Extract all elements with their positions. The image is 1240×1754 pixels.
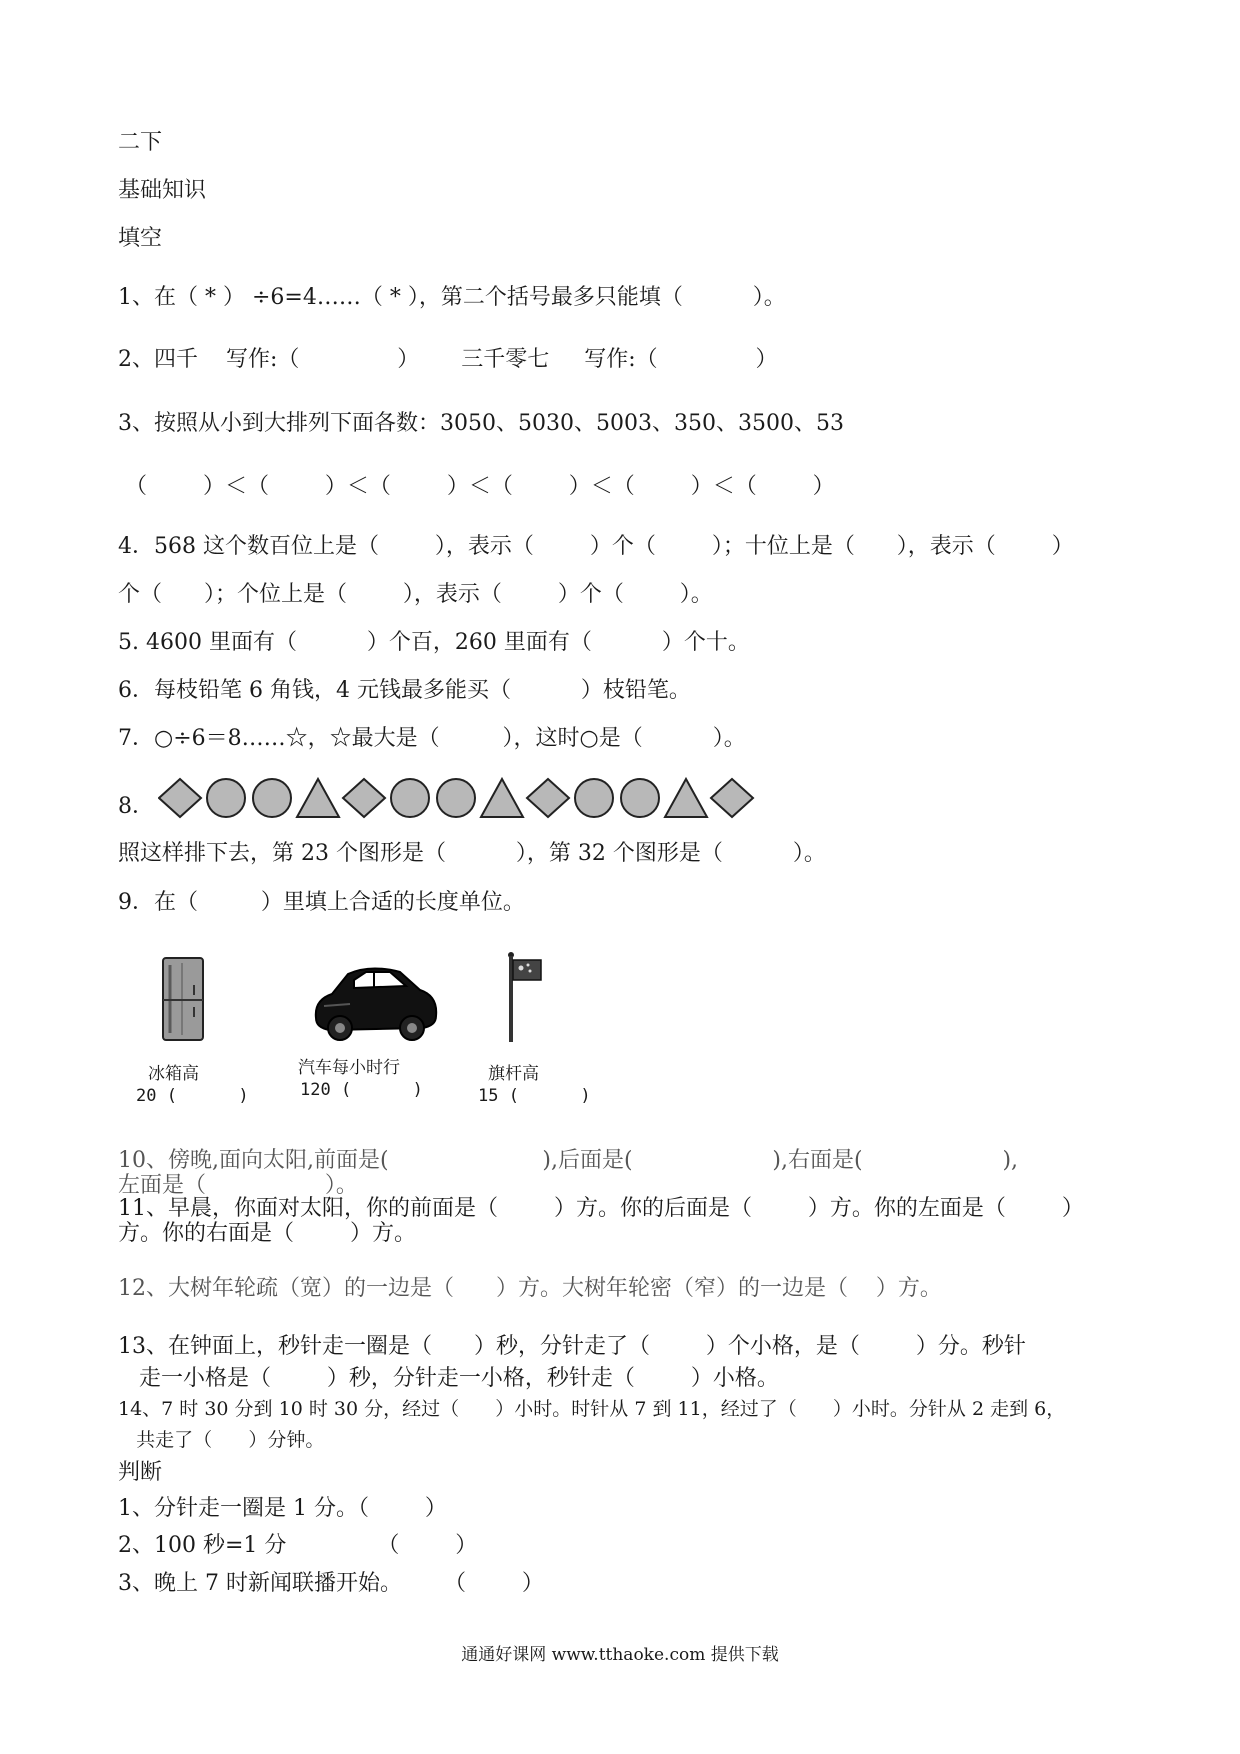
question-14-line-1: 14、7 时 30 分到 10 时 30 分，经过（ ）小时。时针从 7 到 11，经过了（ ）小时。分针从 2 走到 6， (118, 1398, 1066, 1420)
judge-item-1: 1、分针走一圈是 1 分。（ ） (118, 1496, 447, 1521)
question-1: 1、在（ * ） ÷6=4……（ * ），第二个括号最多只能填（ ）。 (118, 285, 786, 310)
triangle-shape (481, 779, 523, 817)
circle-shape (207, 779, 245, 817)
question-11-line-1: 11、早晨，你面对太阳，你的前面是（ ）方。你的后面是（ ）方。你的左面是（ ） (118, 1196, 1084, 1221)
q9-value-car: 120 ( ) (300, 1080, 423, 1100)
question-10-line-1: 10、傍晚,面向太阳,前面是( ),后面是( ),右面是( ), (118, 1148, 1019, 1173)
section-title: 基础知识 (118, 178, 207, 203)
question-13-line-1: 13、在钟面上，秒针走一圈是（ ）秒，分针走了（ ）个小格，是（ ）分。秒针 (118, 1334, 1026, 1359)
question-8: 照这样排下去，第 23 个图形是（ ），第 32 个图形是（ ）。 (118, 841, 826, 866)
triangle-shape (665, 779, 707, 817)
q9-label-flagpole: 旗杆高 (488, 1064, 539, 1084)
question-7: 7．○÷6＝8……☆，☆最大是（ ），这时○是（ ）。 (118, 726, 746, 751)
flagpole-icon (505, 950, 545, 1046)
circle-shape (621, 779, 659, 817)
judge-title: 判断 (118, 1460, 163, 1485)
q9-value-flagpole: 15 ( ) (478, 1086, 591, 1106)
diamond-shape (527, 779, 569, 817)
question-3-blanks: （ ）＜（ ）＜（ ）＜（ ）＜（ ）＜（ ） (118, 474, 835, 499)
fridge-icon (160, 955, 206, 1043)
question-9: 9．在（ ）里填上合适的长度单位。 (118, 890, 525, 915)
circle-shape (391, 779, 429, 817)
footer-credit: 通通好课网 www.tthaoke.com 提供下载 (461, 1645, 779, 1665)
question-12: 12、大树年轮疏（宽）的一边是（ ）方。大树年轮密（窄）的一边是（ ）方。 (118, 1276, 942, 1301)
question-6: 6．每枝铅笔 6 角钱，4 元钱最多能买（ ）枝铅笔。 (118, 678, 691, 703)
diamond-shape (159, 779, 201, 817)
question-8-number: 8． (118, 794, 154, 819)
diamond-shape (343, 779, 385, 817)
circle-shape (575, 779, 613, 817)
question-4-line-1: 4．568 这个数百位上是（ ），表示（ ）个（ ）；十位上是（ ），表示（ ） (118, 534, 1074, 559)
grade-title: 二下 (118, 130, 163, 155)
subsection-title: 填空 (118, 226, 163, 251)
question-2: 2、四千 写作:（ ） 三千零七 写作:（ ） (118, 347, 778, 372)
question-4-line-2: 个（ ）；个位上是（ ），表示（ ）个（ ）。 (118, 582, 713, 607)
question-3: 3、按照从小到大排列下面各数：3050、5030、5003、350、3500、53 (118, 411, 844, 436)
q9-label-car: 汽车每小时行 (298, 1058, 400, 1078)
question-5: 5. 4600 里面有（ ）个百，260 里面有（ ）个十。 (118, 630, 750, 655)
car-icon (310, 960, 442, 1044)
judge-item-3: 3、晚上 7 时新闻联播开始。 （ ） (118, 1571, 544, 1596)
question-11-line-2: 方。你的右面是（ ）方。 (118, 1221, 416, 1246)
diamond-shape (711, 779, 753, 817)
q9-label-fridge: 冰箱高 (148, 1064, 199, 1084)
triangle-shape (297, 779, 339, 817)
q9-value-fridge: 20 ( ) (136, 1086, 249, 1106)
shape-pattern (158, 776, 758, 820)
circle-shape (437, 779, 475, 817)
question-13-line-2: 走一小格是（ ）秒，分针走一小格，秒针走（ ）小格。 (118, 1366, 779, 1391)
question-10-line-2: 左面是（ ）。 (118, 1173, 358, 1198)
circle-shape (253, 779, 291, 817)
question-14-line-2: 共走了（ ）分钟。 (118, 1429, 325, 1451)
judge-item-2: 2、100 秒=1 分 （ ） (118, 1533, 478, 1558)
